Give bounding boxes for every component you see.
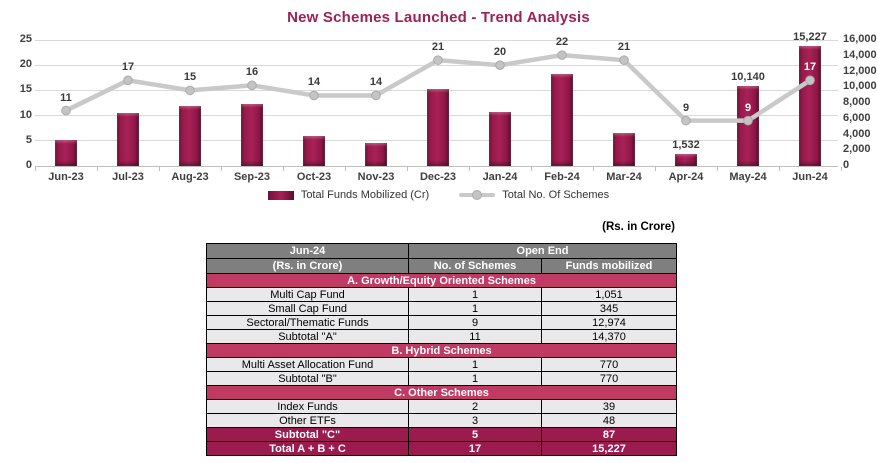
line-point-label: 9 [744,101,752,114]
right-axis-tick-label: 16,000 [843,33,877,45]
x-axis-month-label: Sep-23 [233,171,271,183]
scheme-count: 3 [409,414,542,428]
scheme-name: Total A + B + C [207,442,409,456]
left-axis-tick-label: 15 [19,83,32,96]
header-unit: (Rs. in Crore) [207,259,409,274]
x-axis-month-label: Oct-23 [296,171,332,183]
scheme-name: Other ETFs [207,414,409,428]
bar-value-label: 1,532 [672,138,700,151]
legend-label-funds: Total Funds Mobilized (Cr) [300,189,430,201]
line-point-label: 17 [121,61,135,74]
table-row [207,330,677,344]
x-axis-month-label: May-24 [729,171,767,183]
x-axis-month-label: Dec-23 [419,171,457,183]
table-row [207,400,677,414]
scheme-name: Subtotal "B" [207,372,409,386]
right-axis-tick-label: 10,000 [843,80,877,93]
schemes-summary-table [206,243,677,456]
section-title: B. Hybrid Schemes [207,344,677,358]
bar-value-label: 10,140 [731,71,765,84]
funds-mobilized: 14,370 [542,330,677,344]
scheme-name: Subtotal "A" [207,330,409,344]
x-axis-month-label: Jan-24 [482,171,518,183]
table-row [207,302,677,316]
line-marker [310,91,319,100]
line-point-label: 21 [431,41,445,54]
funds-mobilized: 770 [542,358,677,372]
right-axis-tick-label: 12,000 [843,64,877,77]
x-axis-month-label: Feb-24 [544,171,580,183]
x-axis-month-label: Mar-24 [606,171,642,183]
line-marker [62,106,71,115]
table-row [207,428,677,442]
line-point-label: 14 [369,76,383,89]
x-axis-month-label: Aug-23 [171,171,209,183]
left-axis-tick-label: 25 [19,33,32,45]
line-point-label: 11 [60,91,72,104]
right-axis-tick-label: 6,000 [843,111,871,124]
line-marker [248,81,257,90]
line-marker [124,76,133,85]
line-marker [620,56,629,65]
table-header-row-1 [207,244,677,259]
line-marker [558,51,567,60]
line-marker [744,116,753,125]
header-no-of-schemes: No. of Schemes [409,259,542,274]
line-marker [496,61,505,70]
scheme-count: 1 [409,288,542,302]
left-axis-tick-label: 10 [19,108,32,121]
scheme-name: Index Funds [207,400,409,414]
scheme-name: Small Cap Fund [207,302,409,316]
table-row [207,414,677,428]
table-section-row [207,344,677,358]
line-marker [682,116,691,125]
right-axis-tick-label: 14,000 [843,48,877,61]
line-point-label: 22 [555,36,569,49]
section-title: C. Other Schemes [207,386,677,400]
header-funds-mobilized: Funds mobilized [542,259,677,274]
right-axis-tick-label: 8,000 [843,96,871,108]
section-title: A. Growth/Equity Oriented Schemes [207,274,677,288]
scheme-name: Multi Cap Fund [207,288,409,302]
funds-mobilized: 345 [542,302,677,316]
scheme-name: Multi Asset Allocation Fund [207,358,409,372]
x-axis-month-label: Jun-24 [792,171,828,183]
line-point-label: 21 [617,41,631,54]
funds-mobilized: 48 [542,414,677,428]
funds-mobilized: 39 [542,400,677,414]
bar-value-label: 15,227 [793,31,827,44]
scheme-count: 9 [409,316,542,330]
header-open-end: Open End [409,244,677,259]
line-point-label: 17 [803,61,817,74]
table-header-row-2 [207,259,677,274]
scheme-count: 1 [409,302,542,316]
x-axis-month-label: Nov-23 [357,171,395,183]
scheme-count: 17 [409,442,542,456]
funds-mobilized: 1,051 [542,288,677,302]
table-row [207,316,677,330]
line-point-label: 14 [307,76,321,89]
x-axis-month-label: Jun-23 [48,171,84,183]
left-axis-tick-label: 0 [25,159,32,171]
scheme-count: 1 [409,358,542,372]
table-row [207,372,677,386]
funds-mobilized: 87 [542,428,677,442]
table-unit-note: (Rs. in Crore) [602,221,675,233]
right-axis-tick-label: 0 [843,159,850,171]
line-point-label: 15 [183,71,197,84]
line-point-label: 20 [493,46,507,59]
scheme-name: Subtotal "C" [207,428,409,442]
chart-title: New Schemes Launched - Trend Analysis [287,9,590,26]
table-row [207,288,677,302]
table-row [207,442,677,456]
left-axis-tick-label: 5 [25,133,32,146]
scheme-count: 2 [409,400,542,414]
scheme-count: 1 [409,372,542,386]
line-point-label: 16 [245,66,259,79]
line-marker [372,91,381,100]
line-marker [806,76,815,85]
funds-mobilized: 15,227 [542,442,677,456]
x-axis-month-label: Jul-23 [112,171,144,183]
scheme-count: 11 [409,330,542,344]
funds-mobilized: 770 [542,372,677,386]
table-section-row [207,274,677,288]
scheme-count: 5 [409,428,542,442]
table-section-row [207,386,677,400]
funds-mobilized: 12,974 [542,316,677,330]
scheme-name: Sectoral/Thematic Funds [207,316,409,330]
right-axis-tick-label: 4,000 [843,127,871,140]
x-axis-month-label: Apr-24 [668,171,704,183]
legend-label-schemes: Total No. Of Schemes [502,189,610,201]
table-row [207,358,677,372]
right-axis-tick-label: 2,000 [843,143,871,156]
line-marker [186,86,195,95]
line-point-label: 9 [682,101,690,114]
header-month: Jun-24 [207,244,409,259]
left-axis-tick-label: 20 [19,58,32,71]
line-marker [434,56,443,65]
